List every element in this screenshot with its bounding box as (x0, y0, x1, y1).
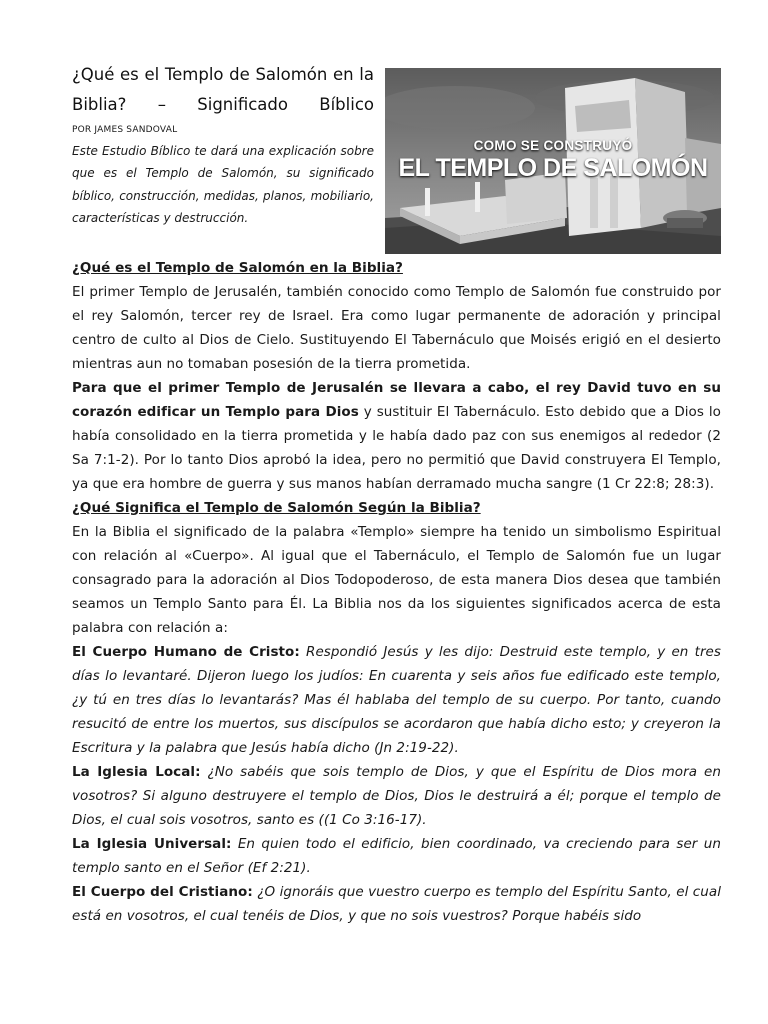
hero-caption-main: EL TEMPLO DE SALOMÓN (398, 154, 708, 182)
paragraph-2-rest: y sustituir El Tabernáculo. Esto debido que a Dios lo había consolidado en la tierra prometida y le había dado paz con sus enemigos al rededor (2 Sa 7:1-2). Por lo tanto Dios aprobó la idea, pero no permitió que David construyera El Templo, ya que era hombre de guerra y sus manos habían derramado mucha sangre (1 Cr 22:8; 28:3). (72, 404, 721, 492)
section-heading-1: ¿Qué es el Templo de Salomón en la Biblia? (72, 260, 403, 276)
article-author: POR JAMES SANDOVAL (72, 125, 178, 135)
meaning-label: La Iglesia Universal: (72, 836, 232, 852)
meaning-item (72, 640, 721, 760)
meaning-label: El Cuerpo del Cristiano: (72, 884, 253, 900)
section-2-intro: En la Biblia el significado de la palabra «Templo» siempre ha tenido un simbolismo Espiritual con relación al «Cuerpo». Al igual que el Tabernáculo, el Templo de Salomón fue un lugar consagrado para la adoración al Dios Todopoderoso, de esta manera Dios desea que también seamos un Templo Santo para Él. La Biblia nos da los siguientes significados acerca de esta palabra con relación a: (72, 524, 721, 636)
meaning-text: ¿No sabéis que sois templo de Dios, y que el Espíritu de Dios mora en vosotros? Si alguno destruyere el templo de Dios, Dios le destruirá a él; porque el templo de Dios, el cual sois vosotros, santo es ((1 Co 3:16-17). (72, 764, 721, 828)
hero-image (385, 68, 721, 254)
article-summary: Este Estudio Bíblico te dará una explicación sobre que es el Templo de Salomón, su significado bíblico, construcción, medidas, planos, mobiliario, características y destrucción. (72, 144, 374, 226)
hero-caption-top: COMO SE CONSTRUYÓ (473, 138, 633, 153)
article-title: ¿Qué es el Templo de Salomón en la Biblia? – Significado Bíblico (72, 65, 374, 114)
meaning-text: Respondió Jesús y les dijo: Destruid este templo, y en tres días lo levantaré. Dijeron luego los judíos: En cuarenta y seis años fue edificado este templo, ¿y tú en tres días lo levantarás? Mas él hablaba del templo de su cuerpo. Por tanto, cuando resucitó de entre los muertos, sus discípulos se acordaron que había dicho esto; y creyeron la Escritura y la palabra que Jesús había dicho (Jn 2:19-22). (72, 644, 721, 756)
meaning-text: ¿O ignoráis que vuestro cuerpo es templo del Espíritu Santo, el cual está en vosotros, el cual tenéis de Dios, y que no sois vuestros? Porque habéis sido (72, 884, 721, 924)
meaning-text: En quien todo el edificio, bien coordinado, va creciendo para ser un templo santo en el Señor (Ef 2:21). (72, 836, 721, 876)
meaning-item (72, 832, 721, 880)
meaning-label: La Iglesia Local: (72, 764, 201, 780)
section-heading-2: ¿Qué Significa el Templo de Salomón Según la Biblia? (72, 500, 481, 516)
document-page (72, 60, 721, 928)
paragraph-1: El primer Templo de Jerusalén, también conocido como Templo de Salomón fue construido por el rey Salomón, tercer rey de Israel. Era como lugar permanente de adoración y principal centro de culto al Dios de Cielo. Sustituyendo El Tabernáculo que Moisés erigió en el desierto mientras aun no tomaban posesión de la tierra prometida. (72, 284, 721, 372)
meaning-item (72, 880, 721, 928)
meaning-item (72, 760, 721, 832)
paragraph-2 (72, 376, 721, 496)
paragraph-2-bold: Para que el primer Templo de Jerusalén se llevara a cabo, el rey David tuvo en su corazón edificar un Templo para Dios (72, 380, 721, 420)
meaning-label: El Cuerpo Humano de Cristo: (72, 644, 300, 660)
intro-text (72, 60, 374, 230)
article-intro (72, 60, 721, 256)
